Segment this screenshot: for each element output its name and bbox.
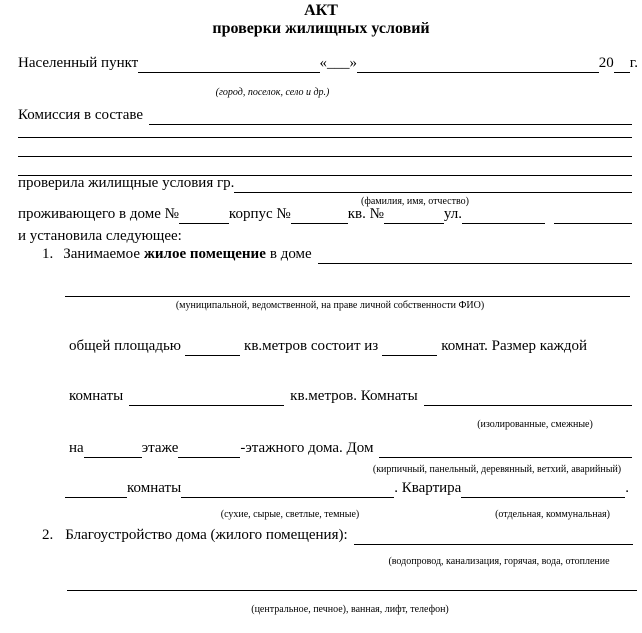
item1-text-bold: жилое помещение <box>144 246 266 262</box>
total-area-blank <box>185 340 240 356</box>
area-row <box>69 337 637 356</box>
commission-blank-line <box>149 109 632 125</box>
area-part1: общей площадью <box>69 338 182 354</box>
rooms-condition-part2: . Квартира <box>394 480 462 496</box>
rooms-condition-lead-blank <box>65 482 127 498</box>
citizen-name-blank-line <box>234 177 632 193</box>
commission-extra-line-2 <box>18 156 632 157</box>
settlement-blank-line <box>138 57 319 73</box>
area-part3: комнат. Размер каждой <box>441 338 588 354</box>
date-day-quotes: «___» <box>319 55 358 71</box>
building-floors-blank <box>178 442 240 458</box>
house-type-caption: (кирпичный, панельный, деревянный, ветхий, аварийный) <box>372 464 622 475</box>
item1-row <box>42 245 632 264</box>
rooms-type-blank-line <box>424 390 632 406</box>
building-number-blank <box>291 208 348 224</box>
amenities-extra-blank-line <box>67 590 637 591</box>
street-blank-line-1 <box>462 208 545 224</box>
floor-row <box>69 439 632 458</box>
item1-extra-blank-line <box>65 296 630 297</box>
address-building-label: корпус № <box>228 206 291 222</box>
item1-number: 1. <box>42 246 54 262</box>
house-type-blank-line <box>379 442 632 458</box>
area-part2: кв.метров состоит из <box>244 338 379 354</box>
rooms-count-blank <box>382 340 437 356</box>
settlement-date-row <box>18 54 638 73</box>
rooms-condition-blank-line <box>181 482 394 498</box>
amenities-caption-top: (водопровод, канализация, горячая, вода, отопление <box>388 556 610 567</box>
inspection-row <box>18 174 632 193</box>
apartment-number-blank <box>384 208 444 224</box>
commission-row <box>18 106 632 125</box>
date-month-blank-line <box>357 57 599 73</box>
floor-number-blank <box>84 442 142 458</box>
floor-part1: на <box>69 440 84 456</box>
item2-label: Благоустройство дома (жилого помещения): <box>65 527 348 543</box>
address-house-label: проживающего в доме № <box>18 206 179 222</box>
rooms-condition-part3: . <box>625 480 629 496</box>
rooms-part1: комнаты <box>69 388 124 404</box>
item1-text-end: в доме <box>269 246 312 262</box>
address-apartment-label: кв. № <box>347 206 384 222</box>
established-row <box>18 227 182 246</box>
date-year-blank <box>614 57 630 73</box>
rooms-row <box>69 387 632 406</box>
established-label: и установила следующее: <box>18 228 182 244</box>
rooms-part2: кв.метров. Комнаты <box>290 388 418 404</box>
item1-blank-line <box>318 248 632 264</box>
street-blank-gap <box>545 209 554 224</box>
item2-number: 2. <box>42 527 54 543</box>
street-blank-line-2 <box>554 208 632 224</box>
commission-extra-line-1 <box>18 137 632 138</box>
floor-part3: -этажного дома. Дом <box>240 440 374 456</box>
floor-part2: этаже <box>141 440 179 456</box>
item1-text-start: Занимаемое <box>63 246 141 262</box>
commission-label: Комиссия в составе <box>18 107 144 123</box>
rooms-condition-part1: комнаты <box>127 480 182 496</box>
settlement-label: Населенный пункт <box>18 55 139 71</box>
item2-row <box>42 526 633 545</box>
address-row <box>18 205 632 224</box>
rooms-condition-row <box>65 479 629 498</box>
amenities-caption-bottom: (центральное, печное), ванная, лифт, телефон) <box>251 604 449 615</box>
date-century: 20 <box>598 55 614 71</box>
citizen-name-caption: (фамилия, имя, отчество) <box>361 196 469 207</box>
house-number-blank <box>179 208 229 224</box>
rooms-type-caption: (изолированные, смежные) <box>477 419 593 430</box>
document-title-line2: проверки жилищных условий <box>212 20 430 37</box>
apartment-type-blank-line <box>461 482 625 498</box>
rooms-condition-caption: (сухие, сырые, светлые, темные) <box>220 509 360 520</box>
settlement-caption: (город, поселок, село и др.) <box>215 87 330 98</box>
ownership-caption: (муниципальной, ведомственной, на праве личной собственности ФИО) <box>175 300 485 311</box>
document-title-line1: АКТ <box>304 2 338 19</box>
address-street-label: ул. <box>443 206 462 222</box>
apartment-type-caption: (отдельная, коммунальная) <box>495 509 610 520</box>
room-size-blank <box>129 390 284 406</box>
amenities-blank-line <box>354 529 633 545</box>
date-year-suffix: г. <box>629 55 638 71</box>
inspection-label: проверила жилищные условия гр. <box>18 175 235 191</box>
